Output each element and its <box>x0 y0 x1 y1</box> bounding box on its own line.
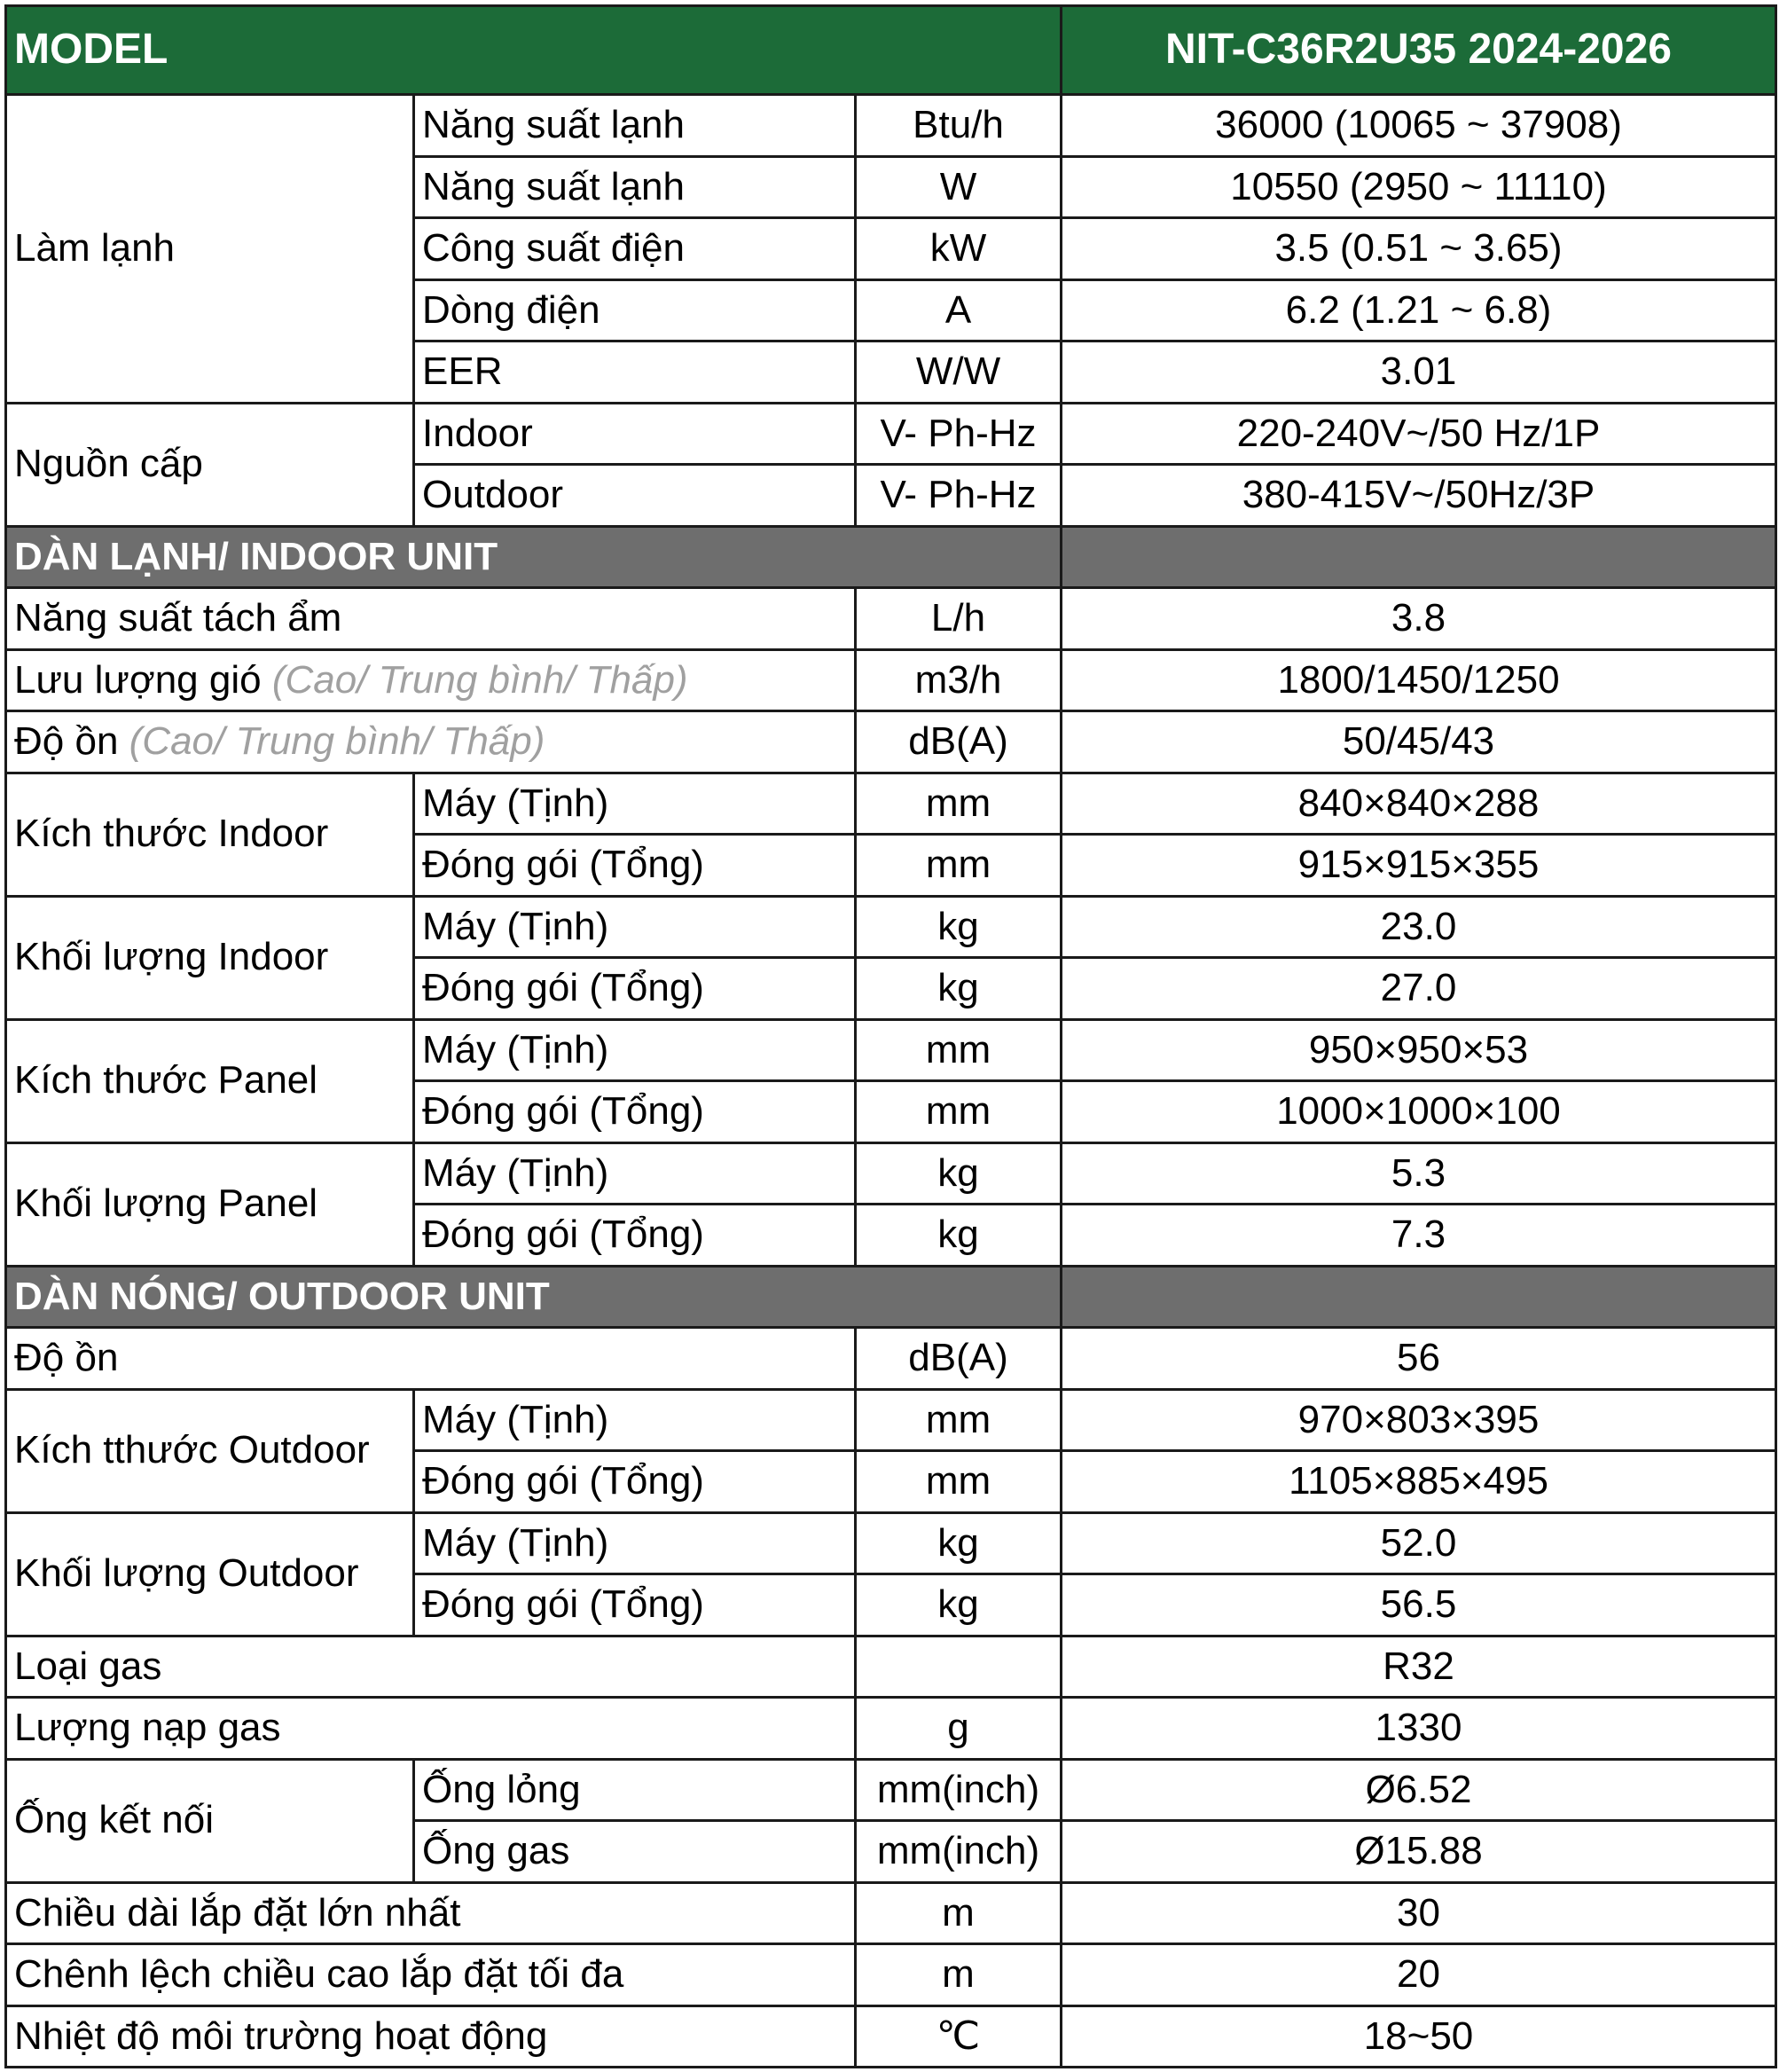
row-value: 950×950×53 <box>1062 1019 1776 1081</box>
row-name: Máy (Tịnh) <box>414 1142 856 1205</box>
row-name: Năng suất lạnh <box>414 95 856 157</box>
table-row <box>6 896 1776 958</box>
row-name: Đóng gói (Tổng) <box>414 835 856 897</box>
row-unit: Btu/h <box>856 95 1062 157</box>
row-value: 52.0 <box>1062 1512 1776 1574</box>
row-name: Năng suất lạnh <box>414 156 856 218</box>
row-unit: m <box>856 1944 1062 2006</box>
model-header-row <box>6 6 1776 95</box>
table-row <box>6 1019 1776 1081</box>
row-value: 6.2 (1.21 ~ 6.8) <box>1062 279 1776 341</box>
row-value: 20 <box>1062 1944 1776 2006</box>
row-name: Ống gas <box>414 1821 856 1883</box>
row-name: Máy (Tịnh) <box>414 1512 856 1574</box>
row-value: Ø6.52 <box>1062 1759 1776 1821</box>
row-note: (Cao/ Trung bình/ Thấp) <box>271 657 688 702</box>
row-unit: W/W <box>856 341 1062 404</box>
noise-label <box>6 711 856 773</box>
group-label: Kích thước Indoor <box>6 773 414 896</box>
row-unit: kg <box>856 1512 1062 1574</box>
row-name: EER <box>414 341 856 404</box>
row-name: Máy (Tịnh) <box>414 896 856 958</box>
row-unit: V- Ph-Hz <box>856 403 1062 465</box>
table-row <box>6 1759 1776 1821</box>
group-label: Khối lượng Outdoor <box>6 1512 414 1636</box>
row-unit: mm(inch) <box>856 1759 1062 1821</box>
model-value: NIT-C36R2U35 2024-2026 <box>1062 6 1776 95</box>
row-unit: L/h <box>856 588 1062 650</box>
table-row <box>6 1512 1776 1574</box>
row-unit: kg <box>856 1205 1062 1267</box>
row-unit: m <box>856 1882 1062 1944</box>
row-unit: g <box>856 1698 1062 1760</box>
outdoor-section-title: DÀN NÓNG/ OUTDOOR UNIT <box>6 1266 1062 1328</box>
table-row <box>6 1142 1776 1205</box>
airflow-label <box>6 649 856 711</box>
table-row <box>6 1328 1776 1390</box>
row-name: Lượng nạp gas <box>6 1698 856 1760</box>
row-name: Máy (Tịnh) <box>414 1019 856 1081</box>
table-row <box>6 1698 1776 1760</box>
table-row <box>6 588 1776 650</box>
row-name: Loại gas <box>6 1636 856 1698</box>
row-unit <box>856 1636 1062 1698</box>
table-row <box>6 649 1776 711</box>
table-row <box>6 773 1776 835</box>
row-name: Độ ồn <box>14 719 119 764</box>
row-name: Outdoor <box>414 465 856 527</box>
row-name: Độ ồn <box>6 1328 856 1390</box>
row-name: Chênh lệch chiều cao lắp đặt tối đa <box>6 1944 856 2006</box>
row-unit: mm <box>856 1451 1062 1513</box>
row-unit: mm(inch) <box>856 1821 1062 1883</box>
row-name: Công suất điện <box>414 218 856 280</box>
row-name: Năng suất tách ẩm <box>6 588 856 650</box>
cooling-group-label: Làm lạnh <box>6 95 414 404</box>
table-row <box>6 1389 1776 1451</box>
indoor-section-header <box>6 526 1776 588</box>
row-value: 220-240V~/50 Hz/1P <box>1062 403 1776 465</box>
row-name: Nhiệt độ môi trường hoạt động <box>6 2005 856 2068</box>
row-unit: W <box>856 156 1062 218</box>
table-row <box>6 2005 1776 2068</box>
row-name: Đóng gói (Tổng) <box>414 1574 856 1636</box>
row-unit: mm <box>856 835 1062 897</box>
row-unit: kg <box>856 1142 1062 1205</box>
row-name: Indoor <box>414 403 856 465</box>
row-unit: mm <box>856 1389 1062 1451</box>
row-value: 3.5 (0.51 ~ 3.65) <box>1062 218 1776 280</box>
row-name: Máy (Tịnh) <box>414 773 856 835</box>
row-name: Ống lỏng <box>414 1759 856 1821</box>
row-value: 970×803×395 <box>1062 1389 1776 1451</box>
group-label: Kích thước Panel <box>6 1019 414 1142</box>
row-unit: kW <box>856 218 1062 280</box>
group-label: Khối lượng Indoor <box>6 896 414 1019</box>
row-name: Đóng gói (Tổng) <box>414 1451 856 1513</box>
row-unit: dB(A) <box>856 1328 1062 1390</box>
row-unit: mm <box>856 1081 1062 1143</box>
row-unit: kg <box>856 1574 1062 1636</box>
row-name: Máy (Tịnh) <box>414 1389 856 1451</box>
row-value: 5.3 <box>1062 1142 1776 1205</box>
row-unit: kg <box>856 958 1062 1020</box>
model-label: MODEL <box>6 6 1062 95</box>
row-value: 1330 <box>1062 1698 1776 1760</box>
row-value: 56.5 <box>1062 1574 1776 1636</box>
table-row <box>6 1636 1776 1698</box>
row-unit: mm <box>856 773 1062 835</box>
row-name: Đóng gói (Tổng) <box>414 1205 856 1267</box>
row-unit: kg <box>856 896 1062 958</box>
row-value: 915×915×355 <box>1062 835 1776 897</box>
table-row <box>6 403 1776 465</box>
section-blank <box>1062 1266 1776 1328</box>
row-value: 7.3 <box>1062 1205 1776 1267</box>
row-unit: m3/h <box>856 649 1062 711</box>
section-blank <box>1062 526 1776 588</box>
outdoor-section-header <box>6 1266 1776 1328</box>
row-value: 18~50 <box>1062 2005 1776 2068</box>
row-value: 23.0 <box>1062 896 1776 958</box>
table-row <box>6 95 1776 157</box>
row-value: 1105×885×495 <box>1062 1451 1776 1513</box>
row-note: (Cao/ Trung bình/ Thấp) <box>129 719 545 764</box>
table-row <box>6 1882 1776 1944</box>
row-value: 380-415V~/50Hz/3P <box>1062 465 1776 527</box>
row-value: 36000 (10065 ~ 37908) <box>1062 95 1776 157</box>
row-unit: V- Ph-Hz <box>856 465 1062 527</box>
row-value: 10550 (2950 ~ 11110) <box>1062 156 1776 218</box>
row-value: 56 <box>1062 1328 1776 1390</box>
row-name: Chiều dài lắp đặt lớn nhất <box>6 1882 856 1944</box>
indoor-section-title: DÀN LẠNH/ INDOOR UNIT <box>6 526 1062 588</box>
group-label: Ống kết nối <box>6 1759 414 1882</box>
group-label: Khối lượng Panel <box>6 1142 414 1266</box>
group-label: Kích tthước Outdoor <box>6 1389 414 1512</box>
row-name: Dòng điện <box>414 279 856 341</box>
row-unit: dB(A) <box>856 711 1062 773</box>
row-value: R32 <box>1062 1636 1776 1698</box>
row-value: 50/45/43 <box>1062 711 1776 773</box>
row-unit: ℃ <box>856 2005 1062 2068</box>
power-group-label: Nguồn cấp <box>6 403 414 526</box>
spec-table <box>4 4 1777 2068</box>
row-value: 27.0 <box>1062 958 1776 1020</box>
row-value: 30 <box>1062 1882 1776 1944</box>
row-unit: A <box>856 279 1062 341</box>
row-name: Đóng gói (Tổng) <box>414 1081 856 1143</box>
row-name: Lưu lượng gió <box>14 657 262 702</box>
row-value: 1800/1450/1250 <box>1062 649 1776 711</box>
row-name: Đóng gói (Tổng) <box>414 958 856 1020</box>
table-row <box>6 711 1776 773</box>
row-value: 840×840×288 <box>1062 773 1776 835</box>
row-value: 1000×1000×100 <box>1062 1081 1776 1143</box>
row-unit: mm <box>856 1019 1062 1081</box>
row-value: 3.01 <box>1062 341 1776 404</box>
row-value: Ø15.88 <box>1062 1821 1776 1883</box>
table-row <box>6 1944 1776 2006</box>
row-value: 3.8 <box>1062 588 1776 650</box>
